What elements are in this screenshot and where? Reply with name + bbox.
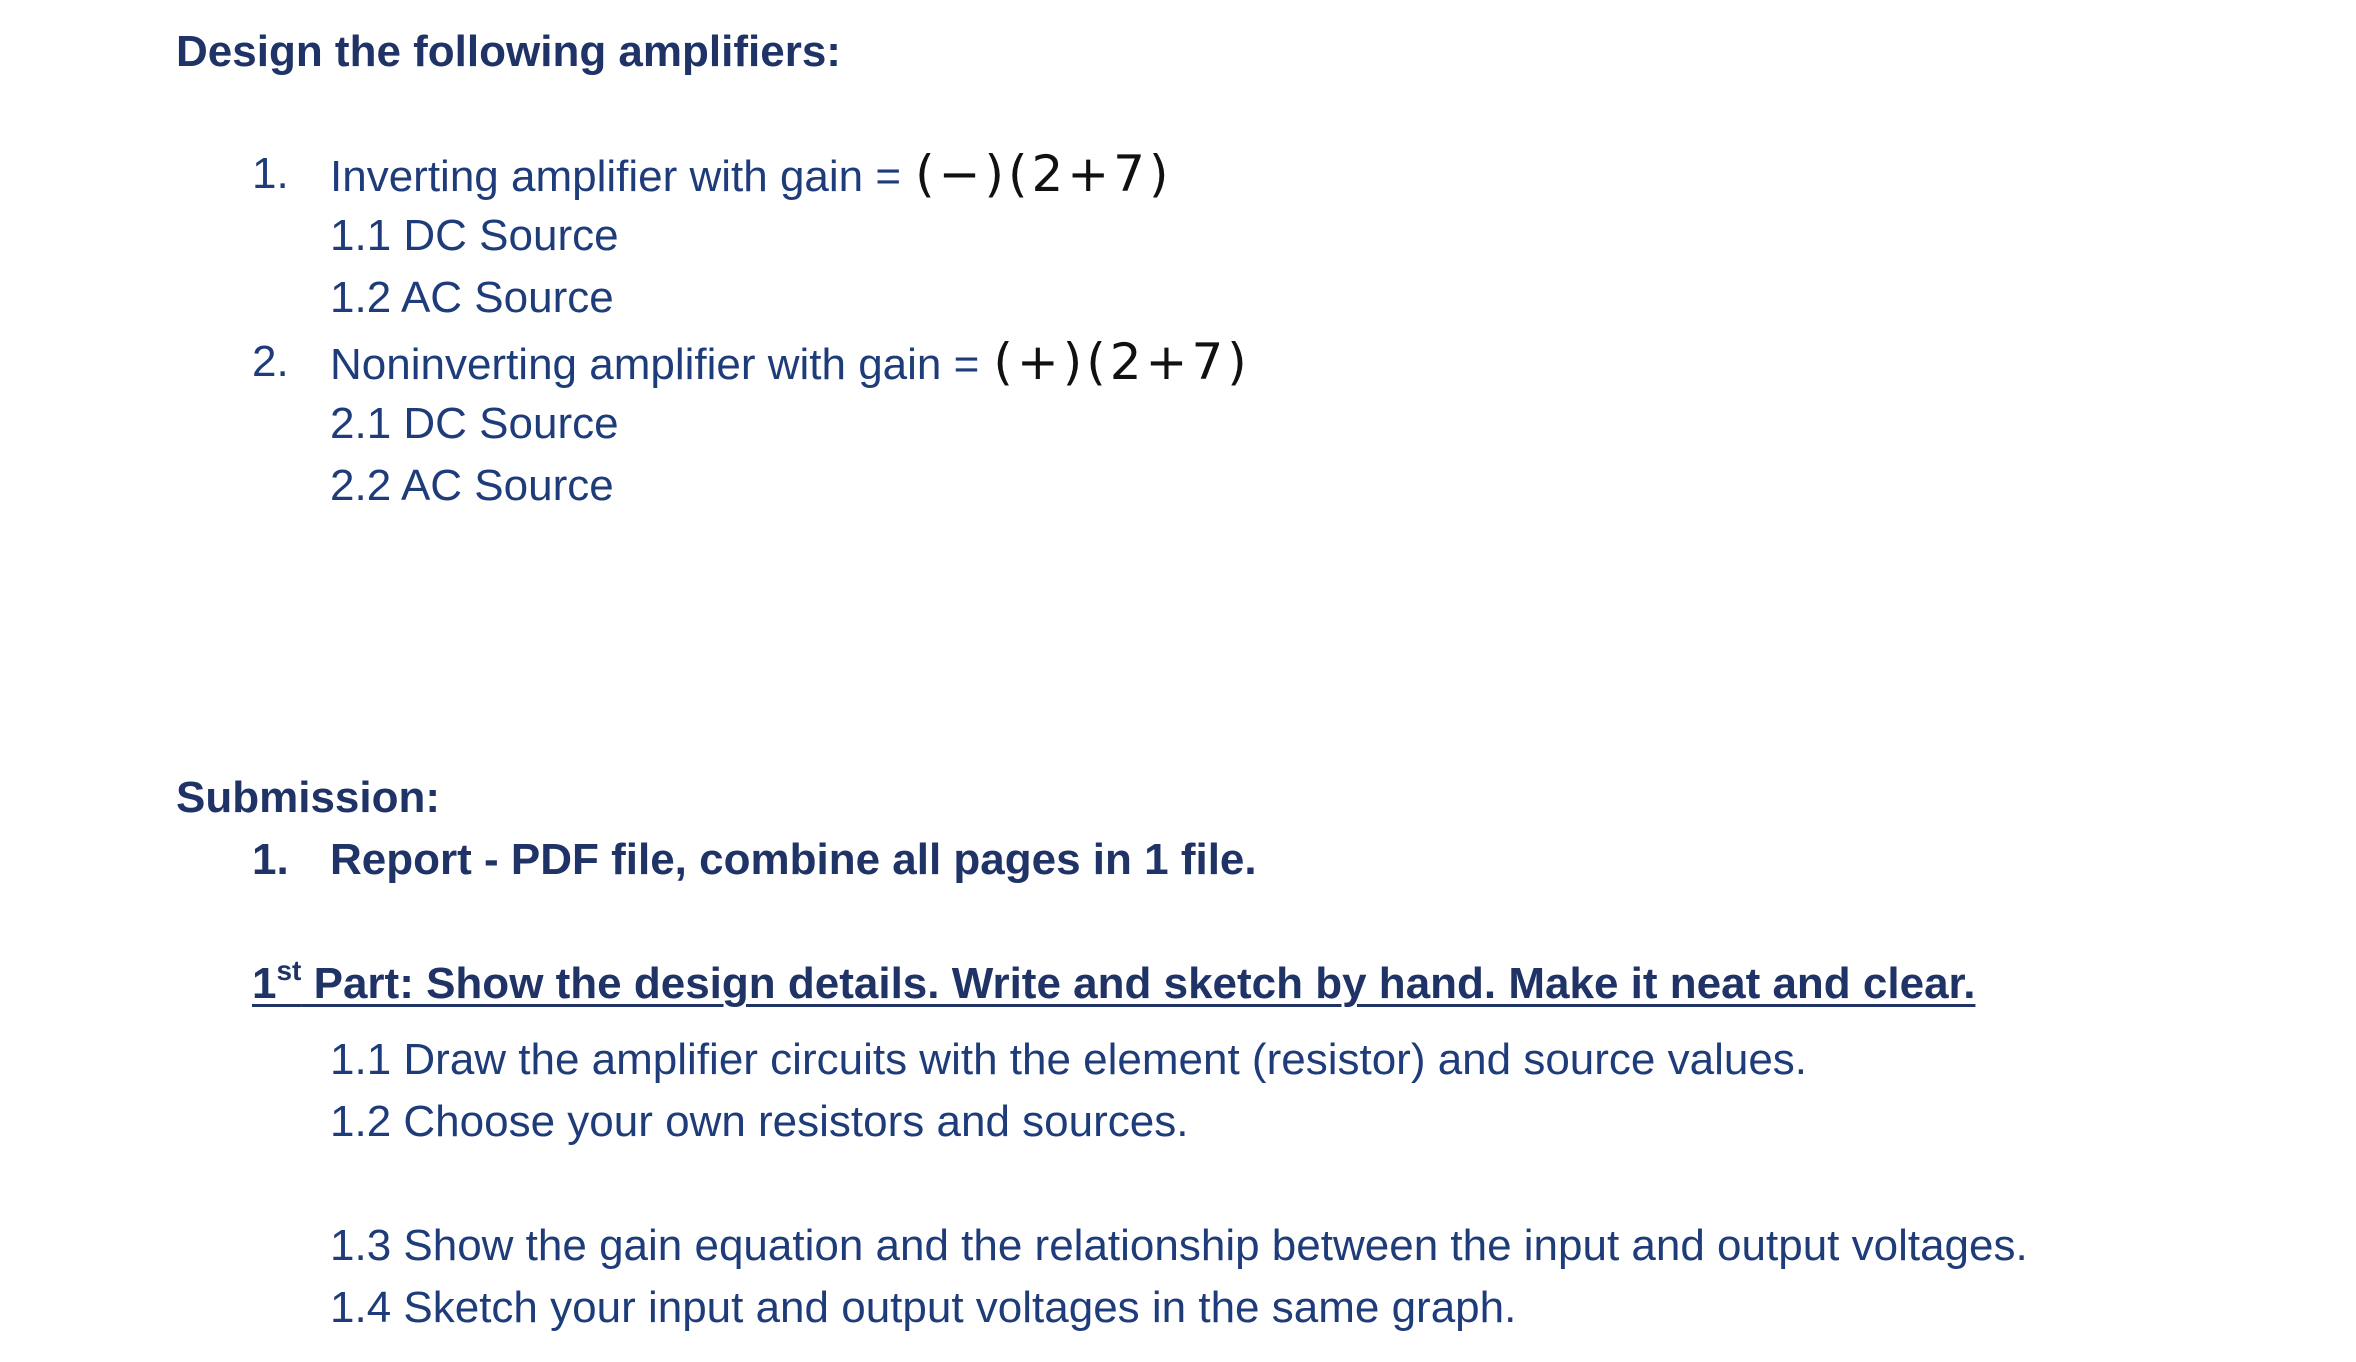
item-1-subitem-ac: 1.2 AC Source xyxy=(330,273,614,322)
part1-heading xyxy=(252,956,1975,1012)
item-2-handwritten-gain: (+)(2+7) xyxy=(993,333,1251,391)
submission-item-1-number: 1. xyxy=(252,835,289,884)
item-1-line xyxy=(330,146,1173,205)
part1-step-1-4: 1.4 Sketch your input and output voltages in the same graph. xyxy=(330,1283,1517,1332)
part1-heading-text: Part: Show the design details. Write and sketch by hand. Make it neat and clear. xyxy=(301,959,1976,1008)
item-2-subitem-ac: 2.2 AC Source xyxy=(330,461,614,510)
item-1-label: Inverting amplifier with gain = xyxy=(330,152,902,201)
item-1-subitem-dc: 1.1 DC Source xyxy=(330,211,619,260)
part1-step-1-2: 1.2 Choose your own resistors and sources. xyxy=(330,1097,1189,1146)
part1-step-1-1: 1.1 Draw the amplifier circuits with the element (resistor) and source values. xyxy=(330,1035,1808,1084)
item-1-handwritten-gain: (−)(2+7) xyxy=(915,145,1173,203)
submission-heading: Submission: xyxy=(176,773,441,822)
part1-ordinal-number: 1 xyxy=(252,959,277,1008)
item-2-line xyxy=(330,334,1251,393)
item-2-number: 2. xyxy=(252,337,289,386)
item-2-label: Noninverting amplifier with gain = xyxy=(330,340,980,389)
part1-ordinal-suffix: st xyxy=(276,955,302,986)
item-1-number: 1. xyxy=(252,149,289,198)
item-2-subitem-dc: 2.1 DC Source xyxy=(330,399,619,448)
design-heading: Design the following amplifiers: xyxy=(176,27,841,76)
part1-step-1-3: 1.3 Show the gain equation and the relationship between the input and output voltages. xyxy=(330,1221,2028,1270)
submission-item-1-label: Report - PDF file, combine all pages in 1 file. xyxy=(330,835,1257,884)
